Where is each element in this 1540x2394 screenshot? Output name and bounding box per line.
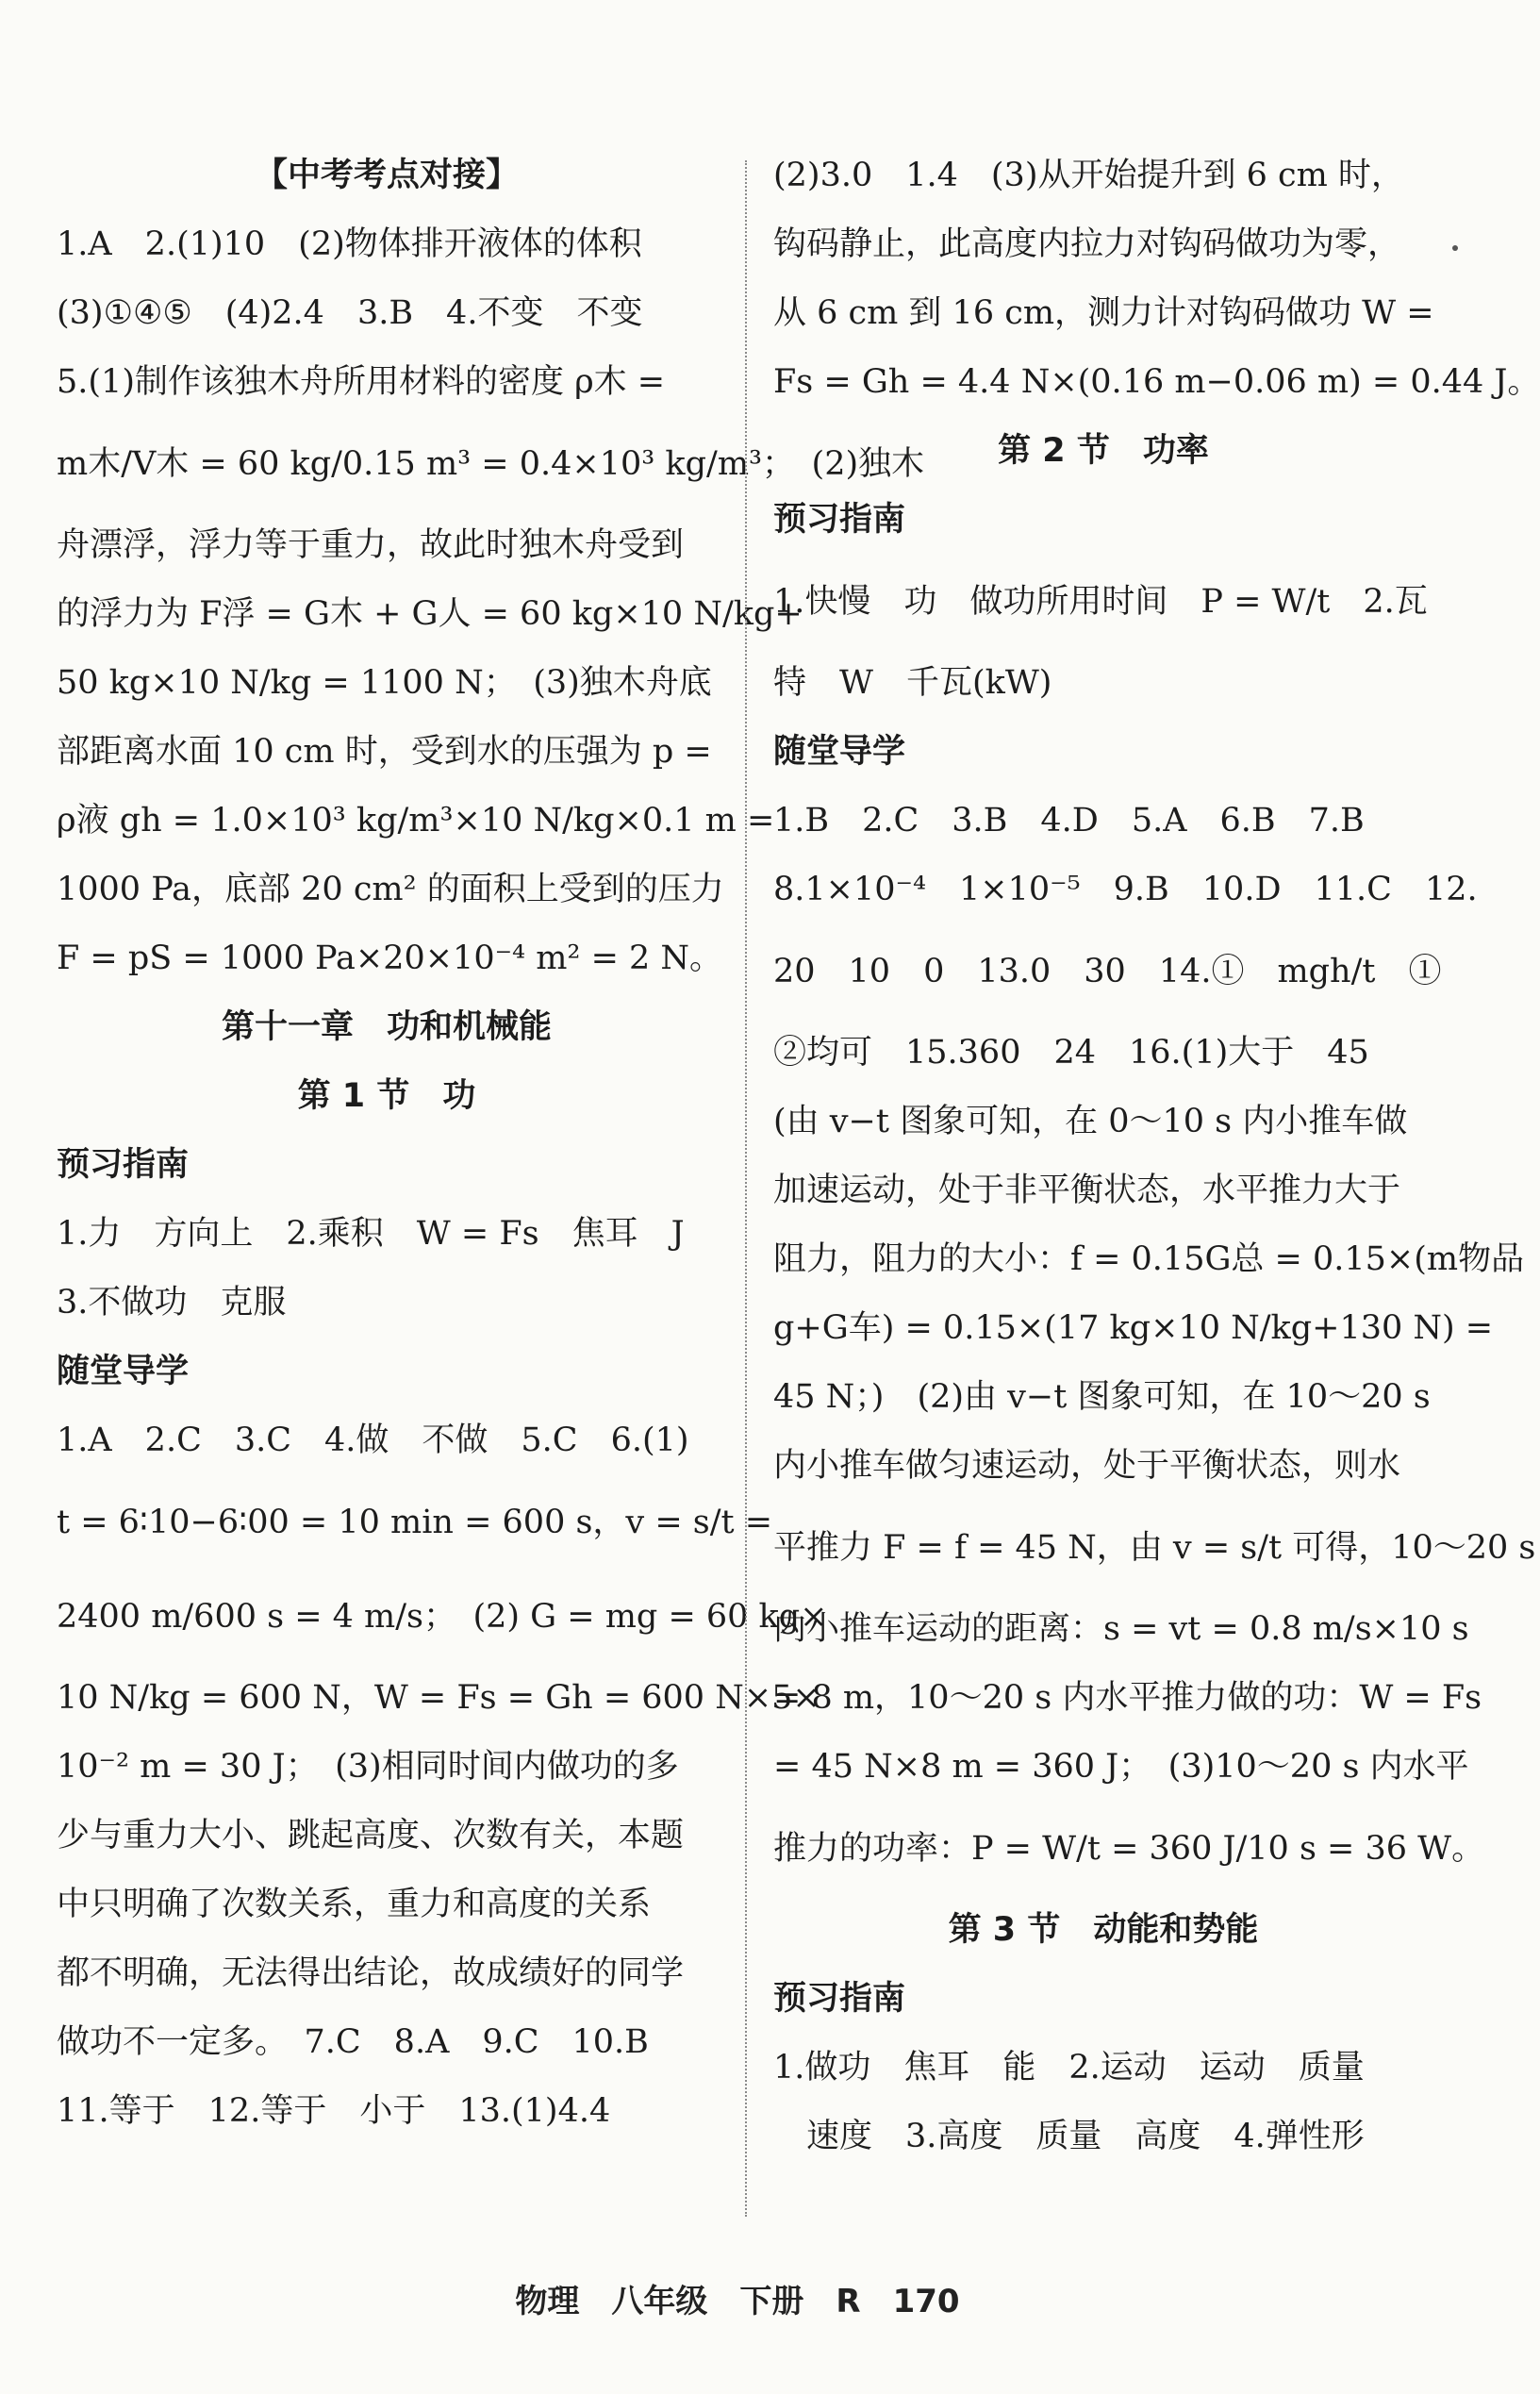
- text-line: 5.(1)制作该独木舟所用材料的密度 ρ木 =: [57, 363, 666, 401]
- text-line: 速度 3.高度 质量 高度 4.弹性形: [773, 2118, 1365, 2155]
- margin-dot: [1452, 245, 1458, 251]
- text-line: 45 N；) (2)由 v−t 图象可知，在 10～20 s: [773, 1378, 1431, 1416]
- subsection-heading: 预习指南: [57, 1146, 190, 1184]
- text-line: 的浮力为 F浮 = G木 + G人 = 60 kg×10 N/kg+: [57, 595, 803, 633]
- column-divider: [745, 160, 749, 2217]
- text-line: 都不明确，无法得出结论，故成绩好的同学: [57, 1954, 685, 1992]
- text-line: t = 6∶10−6∶00 = 10 min = 600 s，v = s/t =: [57, 1504, 773, 1541]
- subsection-heading: 随堂导学: [57, 1353, 190, 1390]
- text-line: 舟漂浮，浮力等于重力，故此时独木舟受到: [57, 526, 685, 564]
- text-line: 1.做功 焦耳 能 2.运动 运动 质量: [773, 2049, 1365, 2086]
- text-line: 1.A 2.C 3.C 4.做 不做 5.C 6.(1): [57, 1421, 689, 1459]
- text-line: 1.A 2.(1)10 (2)物体排开液体的体积: [57, 225, 642, 263]
- text-line: g+G车) = 0.15×(17 kg×10 N/kg+130 N) =: [773, 1309, 1494, 1347]
- text-line: ρ液 gh = 1.0×10³ kg/m³×10 N/kg×0.1 m =: [57, 802, 775, 840]
- section-heading: 第 1 节 功: [297, 1077, 476, 1115]
- text-line: 推力的功率：P = W/t = 360 J/10 s = 36 W。: [773, 1830, 1485, 1868]
- text-line: 10 N/kg = 600 N，W = Fs = Gh = 600 N×5×: [57, 1679, 820, 1717]
- text-line: 做功不一定多。 7.C 8.A 9.C 10.B: [57, 2023, 649, 2061]
- text-line: 3.不做功 克服: [57, 1284, 287, 1322]
- text-line: 钩码静止，此高度内拉力对钩码做功为零，: [773, 225, 1401, 263]
- text-line: 50 kg×10 N/kg = 1100 N； (3)独木舟底: [57, 664, 712, 702]
- text-line: 1.力 方向上 2.乘积 W = Fs 焦耳 J: [57, 1215, 685, 1253]
- text-line: 特 W 千瓦(kW): [773, 664, 1052, 702]
- text-line: 部距离水面 10 cm 时，受到水的压强为 p =: [57, 733, 712, 771]
- text-line: 1000 Pa，底部 20 cm² 的面积上受到的压力: [57, 871, 724, 908]
- text-line: (3)①④⑤ (4)2.4 3.B 4.不变 不变: [57, 294, 643, 332]
- subsection-heading: 随堂导学: [773, 733, 906, 771]
- section-heading: 第 3 节 动能和势能: [948, 1911, 1259, 1949]
- text-line: = 45 N×8 m = 360 J； (3)10～20 s 内水平: [773, 1748, 1469, 1786]
- text-line: 1.快慢 功 做功所用时间 P = W/t 2.瓦: [773, 583, 1428, 621]
- text-line: 2400 m/600 s = 4 m/s； (2) G = mg = 60 kg×: [57, 1598, 828, 1636]
- subsection-heading: 预习指南: [773, 1980, 906, 2018]
- section-heading: 第十一章 功和机械能: [221, 1008, 552, 1046]
- text-line: 11.等于 12.等于 小于 13.(1)4.4: [57, 2092, 611, 2130]
- text-line: Fs = Gh = 4.4 N×(0.16 m−0.06 m) = 0.44 J。: [773, 363, 1540, 401]
- text-line: = 8 m，10～20 s 内水平推力做的功：W = Fs: [773, 1679, 1482, 1717]
- text-line: (由 v−t 图象可知，在 0～10 s 内小推车做: [773, 1103, 1408, 1140]
- section-heading: 【中考考点对接】: [254, 157, 519, 194]
- right-column: [773, 141, 1540, 2254]
- text-line: 加速运动，处于非平衡状态，水平推力大于: [773, 1172, 1401, 1209]
- text-line: m木/V木 = 60 kg/0.15 m³ = 0.4×10³ kg/m³； (2)独木: [57, 445, 925, 483]
- text-line: 10⁻² m = 30 J； (3)相同时间内做功的多: [57, 1748, 679, 1786]
- text-line: 平推力 F = f = 45 N，由 v = s/t 可得，10～20 s: [773, 1529, 1536, 1567]
- text-line: 阻力，阻力的大小：f = 0.15G总 = 0.15×(m物品: [773, 1240, 1525, 1278]
- text-line: F = pS = 1000 Pa×20×10⁻⁴ m² = 2 N。: [57, 939, 723, 977]
- subsection-heading: 预习指南: [773, 501, 906, 539]
- text-line: 少与重力大小、跳起高度、次数有关，本题: [57, 1817, 685, 1854]
- section-heading: 第 2 节 功率: [998, 432, 1209, 470]
- text-line: 8.1×10⁻⁴ 1×10⁻⁵ 9.B 10.D 11.C 12.: [773, 871, 1478, 908]
- text-line: 20 10 0 13.0 30 14.① mgh/t ①: [773, 953, 1442, 990]
- text-line: 1.B 2.C 3.B 4.D 5.A 6.B 7.B: [773, 802, 1365, 840]
- text-line: 从 6 cm 到 16 cm，测力计对钩码做功 W =: [773, 294, 1434, 332]
- text-line: 内小推车做匀速运动，处于平衡状态，则水: [773, 1447, 1401, 1485]
- page-footer: 物理 八年级 下册 R 170: [515, 2283, 960, 2320]
- text-line: ②均可 15.360 24 16.(1)大于 45: [773, 1034, 1369, 1072]
- text-line: 中只明确了次数关系，重力和高度的关系: [57, 1886, 652, 1923]
- text-line: (2)3.0 1.4 (3)从开始提升到 6 cm 时，: [773, 157, 1404, 194]
- text-line: 内小推车运动的距离：s = vt = 0.8 m/s×10 s: [773, 1610, 1469, 1648]
